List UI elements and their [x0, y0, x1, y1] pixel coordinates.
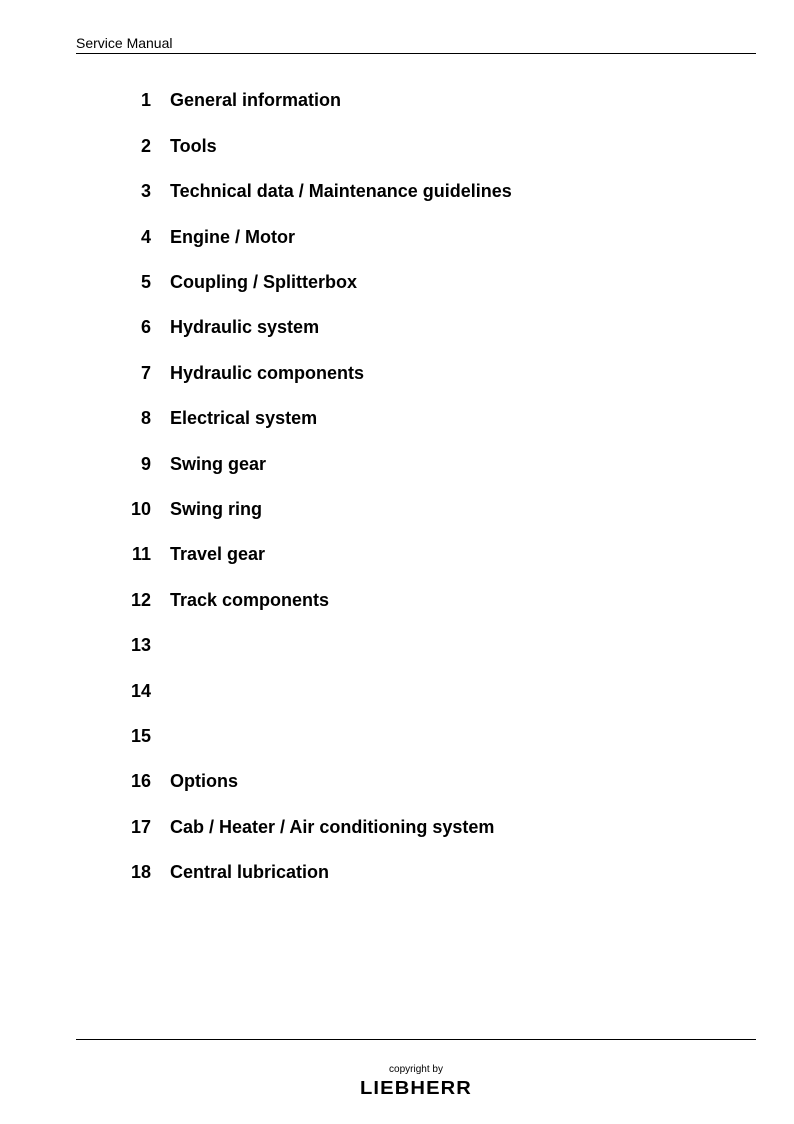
toc-entry-number: 13: [130, 635, 151, 655]
toc-entry-title: Central lubrication: [170, 862, 330, 882]
liebherr-logo: LIEBHERR: [359, 1078, 472, 1098]
toc-entry-title: Travel gear: [170, 544, 266, 564]
toc-entry-title: Tools: [170, 136, 217, 156]
toc-entry-title: Track components: [170, 590, 330, 610]
toc-entry-title: Swing ring: [170, 499, 262, 519]
toc-entry-title: Technical data / Maintenance guidelines: [170, 181, 512, 201]
toc-entry-title: Coupling / Splitterbox: [170, 272, 357, 292]
toc-entry-number: 16: [130, 771, 151, 791]
toc-entry-10: [0, 498, 794, 520]
toc-entry-number: 8: [140, 408, 151, 428]
toc-entry-4: [0, 226, 794, 248]
toc-entry-13: [0, 634, 794, 656]
copyright-text: copyright by: [389, 1064, 443, 1075]
toc-entry-15: [0, 725, 794, 747]
toc-entry-number: 6: [140, 317, 151, 337]
toc-entry-title: Options: [170, 771, 238, 791]
toc-entry-number: 7: [140, 363, 151, 383]
toc-entry-14: [0, 680, 794, 702]
toc-entry-18: [0, 861, 794, 883]
toc-entry-title: Electrical system: [170, 408, 318, 428]
toc-entry-number: 2: [140, 136, 151, 156]
toc-entry-3: [0, 180, 794, 202]
toc-entry-number: 9: [140, 454, 151, 474]
toc-entry-title: Cab / Heater / Air conditioning system: [170, 817, 495, 837]
toc-entry-number: 4: [140, 227, 151, 247]
toc-entry-17: [0, 816, 794, 838]
toc-entry-title: Engine / Motor: [170, 227, 295, 247]
toc-entry-number: 3: [140, 181, 151, 201]
toc-entry-title: Hydraulic components: [170, 363, 365, 383]
toc-entry-number: 15: [130, 726, 151, 746]
toc-entry-number: 18: [130, 862, 151, 882]
toc-entry-1: [0, 89, 794, 111]
toc-entry-6: [0, 316, 794, 338]
toc-entry-7: [0, 362, 794, 384]
toc-entry-11: [0, 543, 794, 565]
toc-entry-title: Hydraulic system: [170, 317, 320, 337]
page-header-title: Service Manual: [76, 35, 173, 51]
toc-entry-number: 1: [140, 90, 151, 110]
toc-entry-number: 12: [130, 590, 151, 610]
toc-entry-title: Swing gear: [170, 454, 267, 474]
toc-entry-8: [0, 407, 794, 429]
toc-entry-title: General information: [170, 90, 342, 110]
footer-divider: [76, 1039, 756, 1040]
toc-entry-16: [0, 770, 794, 792]
toc-entry-number: 14: [130, 681, 151, 701]
toc-entry-number: 11: [131, 544, 151, 564]
toc-entry-12: [0, 589, 794, 611]
toc-entry-number: 5: [140, 272, 151, 292]
toc-entry-2: [0, 135, 794, 157]
toc-entry-5: [0, 271, 794, 293]
toc-entry-9: [0, 453, 794, 475]
toc-entry-number: 10: [130, 499, 151, 519]
toc-entry-number: 17: [130, 817, 151, 837]
